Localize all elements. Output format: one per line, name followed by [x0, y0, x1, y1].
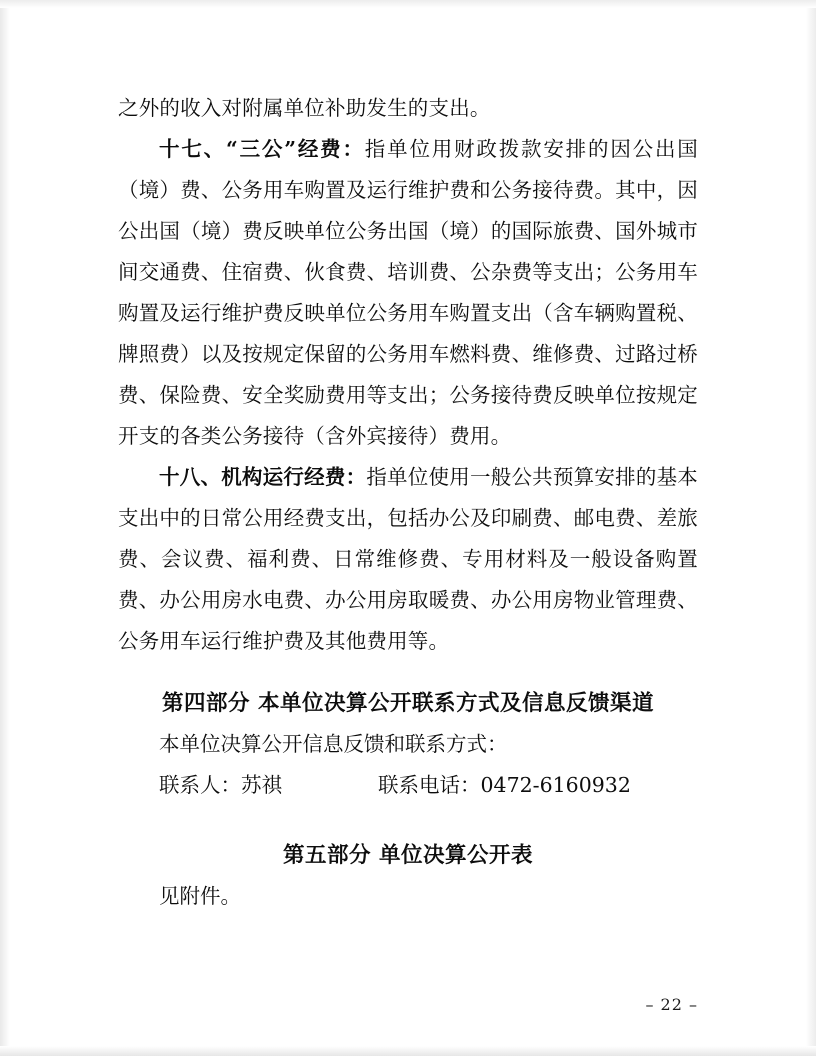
section-four-heading: 第四部分 本单位决算公开联系方式及信息反馈渠道 [162, 691, 654, 716]
contact-person-label: 联系人： [159, 773, 241, 797]
scan-edge-right [806, 0, 816, 1056]
contact-person-value: 苏祺 [241, 773, 282, 797]
contact-phone-label: 联系电话： [378, 773, 481, 797]
section-four-intro: 本单位决算公开信息反馈和联系方式： [159, 732, 508, 756]
page-number: – 22 – [645, 995, 698, 1014]
paragraph-item-18 [118, 457, 698, 662]
scan-edge-bottom [0, 1046, 816, 1056]
paragraph-item-17-lead: 十七、“三公”经费： [159, 137, 365, 161]
contact-phone-value: 0472-6160932 [480, 773, 631, 797]
scan-edge-top [0, 0, 816, 8]
paragraph-item-18-text: 指单位使用一般公共预算安排的基本支出中的日常公用经费支出，包括办公及印刷费、邮电费、差旅费、会议费、福利费、日常维修费、专用材料及一般设备购置费、办公用房水电费、办公用房取暖费、办公用房物业管理费、公务用车运行维护费及其他费用等。 [118, 465, 699, 653]
paragraph-item-17-text: 指单位用财政拨款安排的因公出国（境）费、公务用车购置及运行维护费和公务接待费。其中，因公出国（境）费反映单位公务出国（境）的国际旅费、国外城市间交通费、住宿费、伙食费、培训费、公杂费等支出；公务用车购置及运行维护费反映单位公务用车购置支出（含车辆购置税、牌照费）以及按规定保留的公务用车燃料费、维修费、过路过桥费、保险费、安全奖励费用等支出；公务接待费反映单位按规定开支的各类公务接待（含外宾接待）费用。 [118, 137, 698, 448]
paragraph-continued: 之外的收入对附属单位补助发生的支出。 [118, 96, 491, 120]
scan-edge-left [0, 0, 10, 1056]
section-five-body: 见附件。 [159, 884, 241, 908]
page-body [118, 88, 698, 917]
paragraph-item-18-lead: 十八、机构运行经费： [159, 465, 367, 489]
contact-row [118, 765, 698, 806]
section-five-heading: 第五部分 单位决算公开表 [283, 843, 533, 868]
paragraph-item-17 [118, 129, 698, 457]
